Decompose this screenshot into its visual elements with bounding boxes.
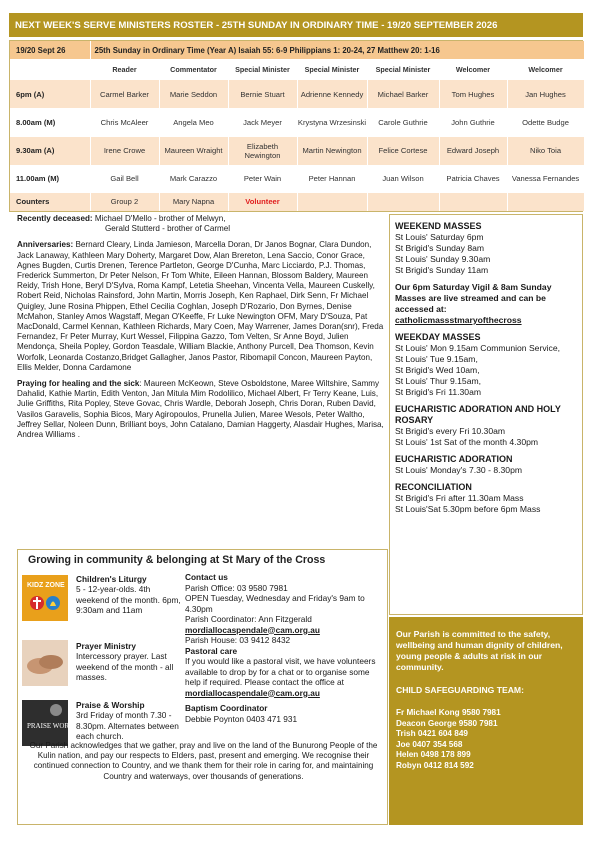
adoration-rosary-title: EUCHARISTIC ADORATION AND HOLY ROSARY bbox=[395, 404, 561, 425]
roster-cell: Jan Hughes bbox=[507, 80, 584, 108]
weekday-title: WEEKDAY MASSES bbox=[395, 332, 481, 342]
adoration-line: St Louis' Monday's 7.30 - 8.30pm bbox=[395, 465, 523, 475]
prayer-ministry bbox=[76, 641, 184, 683]
deceased-label: Recently deceased: bbox=[17, 214, 93, 223]
roster-cell: Mark Carazzo bbox=[159, 165, 228, 193]
prayer-title: Prayer Ministry bbox=[76, 641, 136, 651]
roster-cell: Irene Crowe bbox=[90, 137, 159, 165]
col-header: Special Minister bbox=[297, 59, 367, 80]
weekend-title: WEEKEND MASSES bbox=[395, 221, 482, 231]
office-hours: OPEN Tuesday, Wednesday and Friday's 9am to 4.30pm bbox=[185, 593, 365, 614]
baptism-title: Baptism Coordinator bbox=[185, 703, 268, 713]
weekday-line: St Louis' Mon 9.15am Communion Service, bbox=[395, 343, 560, 353]
col-header: Special Minister bbox=[228, 59, 297, 80]
praying-section bbox=[17, 379, 389, 440]
roster-cell: Martin Newington bbox=[297, 137, 367, 165]
notices-column bbox=[17, 214, 389, 548]
col-header: Reader bbox=[90, 59, 159, 80]
adoration-line: St Brigid's every Fri 10.30am bbox=[395, 426, 506, 436]
roster-cell: Vanessa Fernandes bbox=[507, 165, 584, 193]
roster-row bbox=[10, 108, 584, 136]
col-header: Special Minister bbox=[367, 59, 439, 80]
parish-coordinator: Parish Coordinator: Ann Fitzgerald bbox=[185, 614, 312, 624]
contact-column bbox=[185, 572, 385, 724]
parish-house: Parish House: 03 9412 8432 bbox=[185, 635, 291, 645]
praying-label: Praying for healing and the sick bbox=[17, 379, 140, 389]
roster-cell: Marie Seddon bbox=[159, 80, 228, 108]
roster-cell: Felice Cortese bbox=[367, 137, 439, 165]
safeguarding-panel bbox=[389, 617, 583, 825]
roster-cell: John Guthrie bbox=[439, 108, 507, 136]
roster-cell: Angela Meo bbox=[159, 108, 228, 136]
roster-cell: Odette Budge bbox=[507, 108, 584, 136]
reconciliation-line: St Brigid's Fri after 11.30am Mass bbox=[395, 493, 524, 503]
roster-cell: Bernie Stuart bbox=[228, 80, 297, 108]
team-member: Joe 0407 354 568 bbox=[396, 739, 463, 749]
roster-cell: Peter Hannan bbox=[297, 165, 367, 193]
livestream-note: Our 6pm Saturday Vigil & 8am Sunday Masses are live streamed and can be accessed at: bbox=[395, 282, 552, 314]
childrens-liturgy bbox=[76, 574, 184, 616]
counters-name: Mary Napna bbox=[159, 193, 228, 211]
roster-table bbox=[9, 40, 583, 212]
praise-worship-image bbox=[22, 700, 85, 746]
prayer-text: Intercessory prayer. Last weekend of the month - all masses. bbox=[76, 651, 174, 683]
roster-row bbox=[10, 165, 584, 193]
roster-cell: Elizabeth Newington bbox=[228, 137, 297, 165]
team-member: Helen 0498 178 899 bbox=[396, 750, 471, 760]
deceased-line2: Gerald Stutterd - brother of Carmel bbox=[105, 224, 231, 234]
mass-time: 11.00am (M) bbox=[10, 165, 90, 193]
community-section bbox=[17, 549, 388, 825]
roster-cell: Maureen Wraight bbox=[159, 137, 228, 165]
roster-cell: Carmel Barker bbox=[90, 80, 159, 108]
deceased-line1: Michael D'Mello - brother of Melwyn, bbox=[94, 214, 226, 223]
weekend-line: St Brigid's Sunday 11am bbox=[395, 265, 489, 275]
col-header: Welcomer bbox=[439, 59, 507, 80]
weekday-line: St Brigid's Fri 11.30am bbox=[395, 387, 482, 397]
roster-cell: Michael Barker bbox=[367, 80, 439, 108]
roster-cell: Gail Bell bbox=[90, 165, 159, 193]
anniversaries-label: Anniversaries: bbox=[17, 240, 74, 250]
roster-cell: Peter Wain bbox=[228, 165, 297, 193]
pastoral-email[interactable]: mordiallocaspendale@cam.org.au bbox=[185, 687, 320, 698]
mass-time: 6pm (A) bbox=[10, 80, 90, 108]
roster-cell: Edward Joseph bbox=[439, 137, 507, 165]
counters-volunteer: Volunteer bbox=[228, 193, 297, 211]
weekday-line: St Louis' Tue 9.15am, bbox=[395, 354, 478, 364]
roster-row bbox=[10, 80, 584, 108]
pastoral-title: Pastoral care bbox=[185, 645, 238, 656]
contact-title: Contact us bbox=[185, 572, 228, 582]
praise-badge: PRAISE WORSHIP bbox=[27, 722, 85, 730]
weekend-line: St Louis' Saturday 6pm bbox=[395, 232, 484, 242]
team-member: Fr Michael Kong 9580 7981 bbox=[396, 708, 501, 717]
safeguarding-commitment: Our Parish is committed to the safety, wellbeing and human dignity of children, young people & adults at risk in our community. bbox=[396, 629, 563, 672]
counters-label: Counters bbox=[10, 193, 90, 211]
safeguarding-team bbox=[396, 708, 576, 772]
roster-cell: Carole Guthrie bbox=[367, 108, 439, 136]
praise-text: 3rd Friday of month 7.30 - 8.30pm. Alternates between each church. bbox=[76, 710, 179, 742]
weekday-line: St Louis' Thur 9.15am, bbox=[395, 376, 482, 386]
roster-cell: Chris McAleer bbox=[90, 108, 159, 136]
kidz-zone-logo bbox=[22, 575, 68, 621]
col-header: Welcomer bbox=[507, 59, 584, 80]
mass-times-column bbox=[389, 214, 583, 615]
weekend-line: St Brigid's Sunday 8am bbox=[395, 243, 485, 253]
team-member: Deacon George 9580 7981 bbox=[396, 718, 498, 728]
roster-cell: Krystyna Wrzesinski bbox=[297, 108, 367, 136]
community-title: Growing in community & belonging at St Mary of the Cross bbox=[28, 554, 326, 566]
praying-hands-image bbox=[22, 640, 68, 686]
adoration-title: EUCHARISTIC ADORATION bbox=[395, 454, 513, 464]
team-member: Robyn 0412 814 592 bbox=[396, 760, 474, 770]
counters-group: Group 2 bbox=[90, 193, 159, 211]
pastoral-text: If you would like a pastoral visit, we have volunteers available to drop by for a chat or to organise some help if required. Please contact the office at bbox=[185, 656, 376, 687]
roster-cell: Jack Meyer bbox=[228, 108, 297, 136]
mass-time: 9.30am (A) bbox=[10, 137, 90, 165]
roster-cell: Tom Hughes bbox=[439, 80, 507, 108]
reconciliation-title: RECONCILIATION bbox=[395, 482, 472, 492]
praise-title: Praise & Worship bbox=[76, 700, 145, 710]
col-header: Commentator bbox=[159, 59, 228, 80]
parish-office: Parish Office: 03 9580 7981 bbox=[185, 582, 288, 593]
anniversaries-section bbox=[17, 240, 389, 373]
livestream-link[interactable]: catholicmassstmaryofthecross bbox=[395, 315, 522, 325]
acknowledgement-of-country: Our Parish acknowledges that we gather, pray and live on the land of the Bunurong People of the Kulin nation, and pay our respects to Elders, past, present and emerging. We recognise their continued connection to Country, and we thank them for their role in caring for, and maintaining Country and waterways, over thousands of generations. bbox=[29, 741, 378, 781]
roster-readings: 25th Sunday in Ordinary Time (Year A) Isaiah 55: 6-9 Philippians 1: 20-24, 27 Matthew 20: 1-16 bbox=[90, 41, 584, 59]
roster-cell: Niko Toia bbox=[507, 137, 584, 165]
mass-time: 8.00am (M) bbox=[10, 108, 90, 136]
roster-cell: Juan Wilson bbox=[367, 165, 439, 193]
baptism-contact: Debbie Poynton 0403 471 931 bbox=[185, 713, 298, 724]
roster-date: 19/20 Sept 26 bbox=[10, 41, 90, 59]
adoration-line: St Louis' 1st Sat of the month 4.30pm bbox=[395, 437, 539, 447]
weekday-line: St Brigid's Wed 10am, bbox=[395, 365, 480, 375]
roster-row bbox=[10, 137, 584, 165]
contact-email[interactable]: mordiallocaspendale@cam.org.au bbox=[185, 624, 320, 635]
reconciliation-line: St Louis'Sat 5.30pm before 6pm Mass bbox=[395, 504, 541, 514]
roster-cell: Adrienne Kennedy bbox=[297, 80, 367, 108]
counters-row bbox=[10, 193, 584, 211]
praise-worship bbox=[76, 700, 184, 742]
liturgy-title: Children's Liturgy bbox=[76, 574, 147, 584]
team-member: Trish 0421 604 849 bbox=[396, 729, 468, 739]
roster-banner: NEXT WEEK'S SERVE MINISTERS ROSTER - 25TH SUNDAY IN ORDINARY TIME - 19/20 SEPTEMBER 2026 bbox=[9, 13, 583, 37]
praying-text: : Maureen McKeown, Steve Osboldstone, Maree Wiltshire, Sammy Dahalid, Kathie Martin, Edith Venton, Jan Mitula Mim Rodolilico, Michael Albert, Fr Terry Keane, Luis, Julie Griffiths, Rita Popley, Steve Govac, Chris Wardle, Deborah Joseph, Chris Doran, Ruben David, Vasilos Garavelis, Sophia Bicos, Mary Agiropoulos, Prunella Julien, Maree Wesols, Peter Waltho, Jeffrey Sellar, Noleen Dunn, Brilliant boys, John Catalano, Damian Haggerty, Alasdair Hughes, Marisa, Andrea Williams . bbox=[17, 379, 384, 440]
anniversaries-text: Bernard Cleary, Linda Jamieson, Marcella Doran, Dr Janos Bognar, Clara Dundon, Jack Lanaway, Kathleen Mary Doherty, Margaret Dow, Alan Brereton, Lena Saccio, Conor Grace, Agnes Bugden, Curtis Drenen, Terence Partleton, George D'Cunha, Marc Licciardo, P.J. Thomas, Frederick Summerton, Dr Peter Nelson, Fr Tom White, Eileen Hannan, Blossom Baldery, Maureen Reidy, Trish Hone, Beryl D'Sylva, Roma Kampf, Letetia Sheehan, Vincenta Vella, Maureen Cuskelly, Robert Reid, Nicholas Rainsford, John Martin, Morris Joseph, Ken Raphael, Dirk Senn, Fr Michael Quigley, June Rosina Phippen, Ethel Cecilia Coghlan, Joseph D'Rozario, Don Byrnes, Denise McMahon, Stanley Amos Wagstaff, Megan O'Keeffe, Fr Luke Newington OFM, Mary D'Souza, Pat MacDonald, Carmel Kennan, Kathleen Richards, Mary Coen, May Warrener, James Doran(snr), Freda Fernandez, Fr Peter Murray, Kurt Wessel, Filippina Gazzo, Tom Velten, Sr Anne Boyd, Julien Mendonça, Sheila Popley, Gordon Teasdale, William Blackie, Anthony Purcell, Dea Thomson, Kevin Worfolk, Leonarda Costanzo,Bridget Gallagher, Janos Pastor, Ribomapil Concon, Maureen Payton, Ellis Melder, Donna Cardamone bbox=[17, 240, 384, 372]
kidz-zone-badge: KIDZ ZONE bbox=[27, 582, 65, 589]
roster-cell: Patricia Chaves bbox=[439, 165, 507, 193]
liturgy-text: 5 - 12-year-olds. 4th weekend of the month. 6pm, 9:30am and 11am bbox=[76, 584, 181, 616]
safeguarding-team-title: CHILD SAFEGUARDING TEAM: bbox=[396, 685, 524, 695]
deceased-section bbox=[17, 214, 389, 234]
weekend-line: St Louis' Sunday 9.30am bbox=[395, 254, 491, 264]
